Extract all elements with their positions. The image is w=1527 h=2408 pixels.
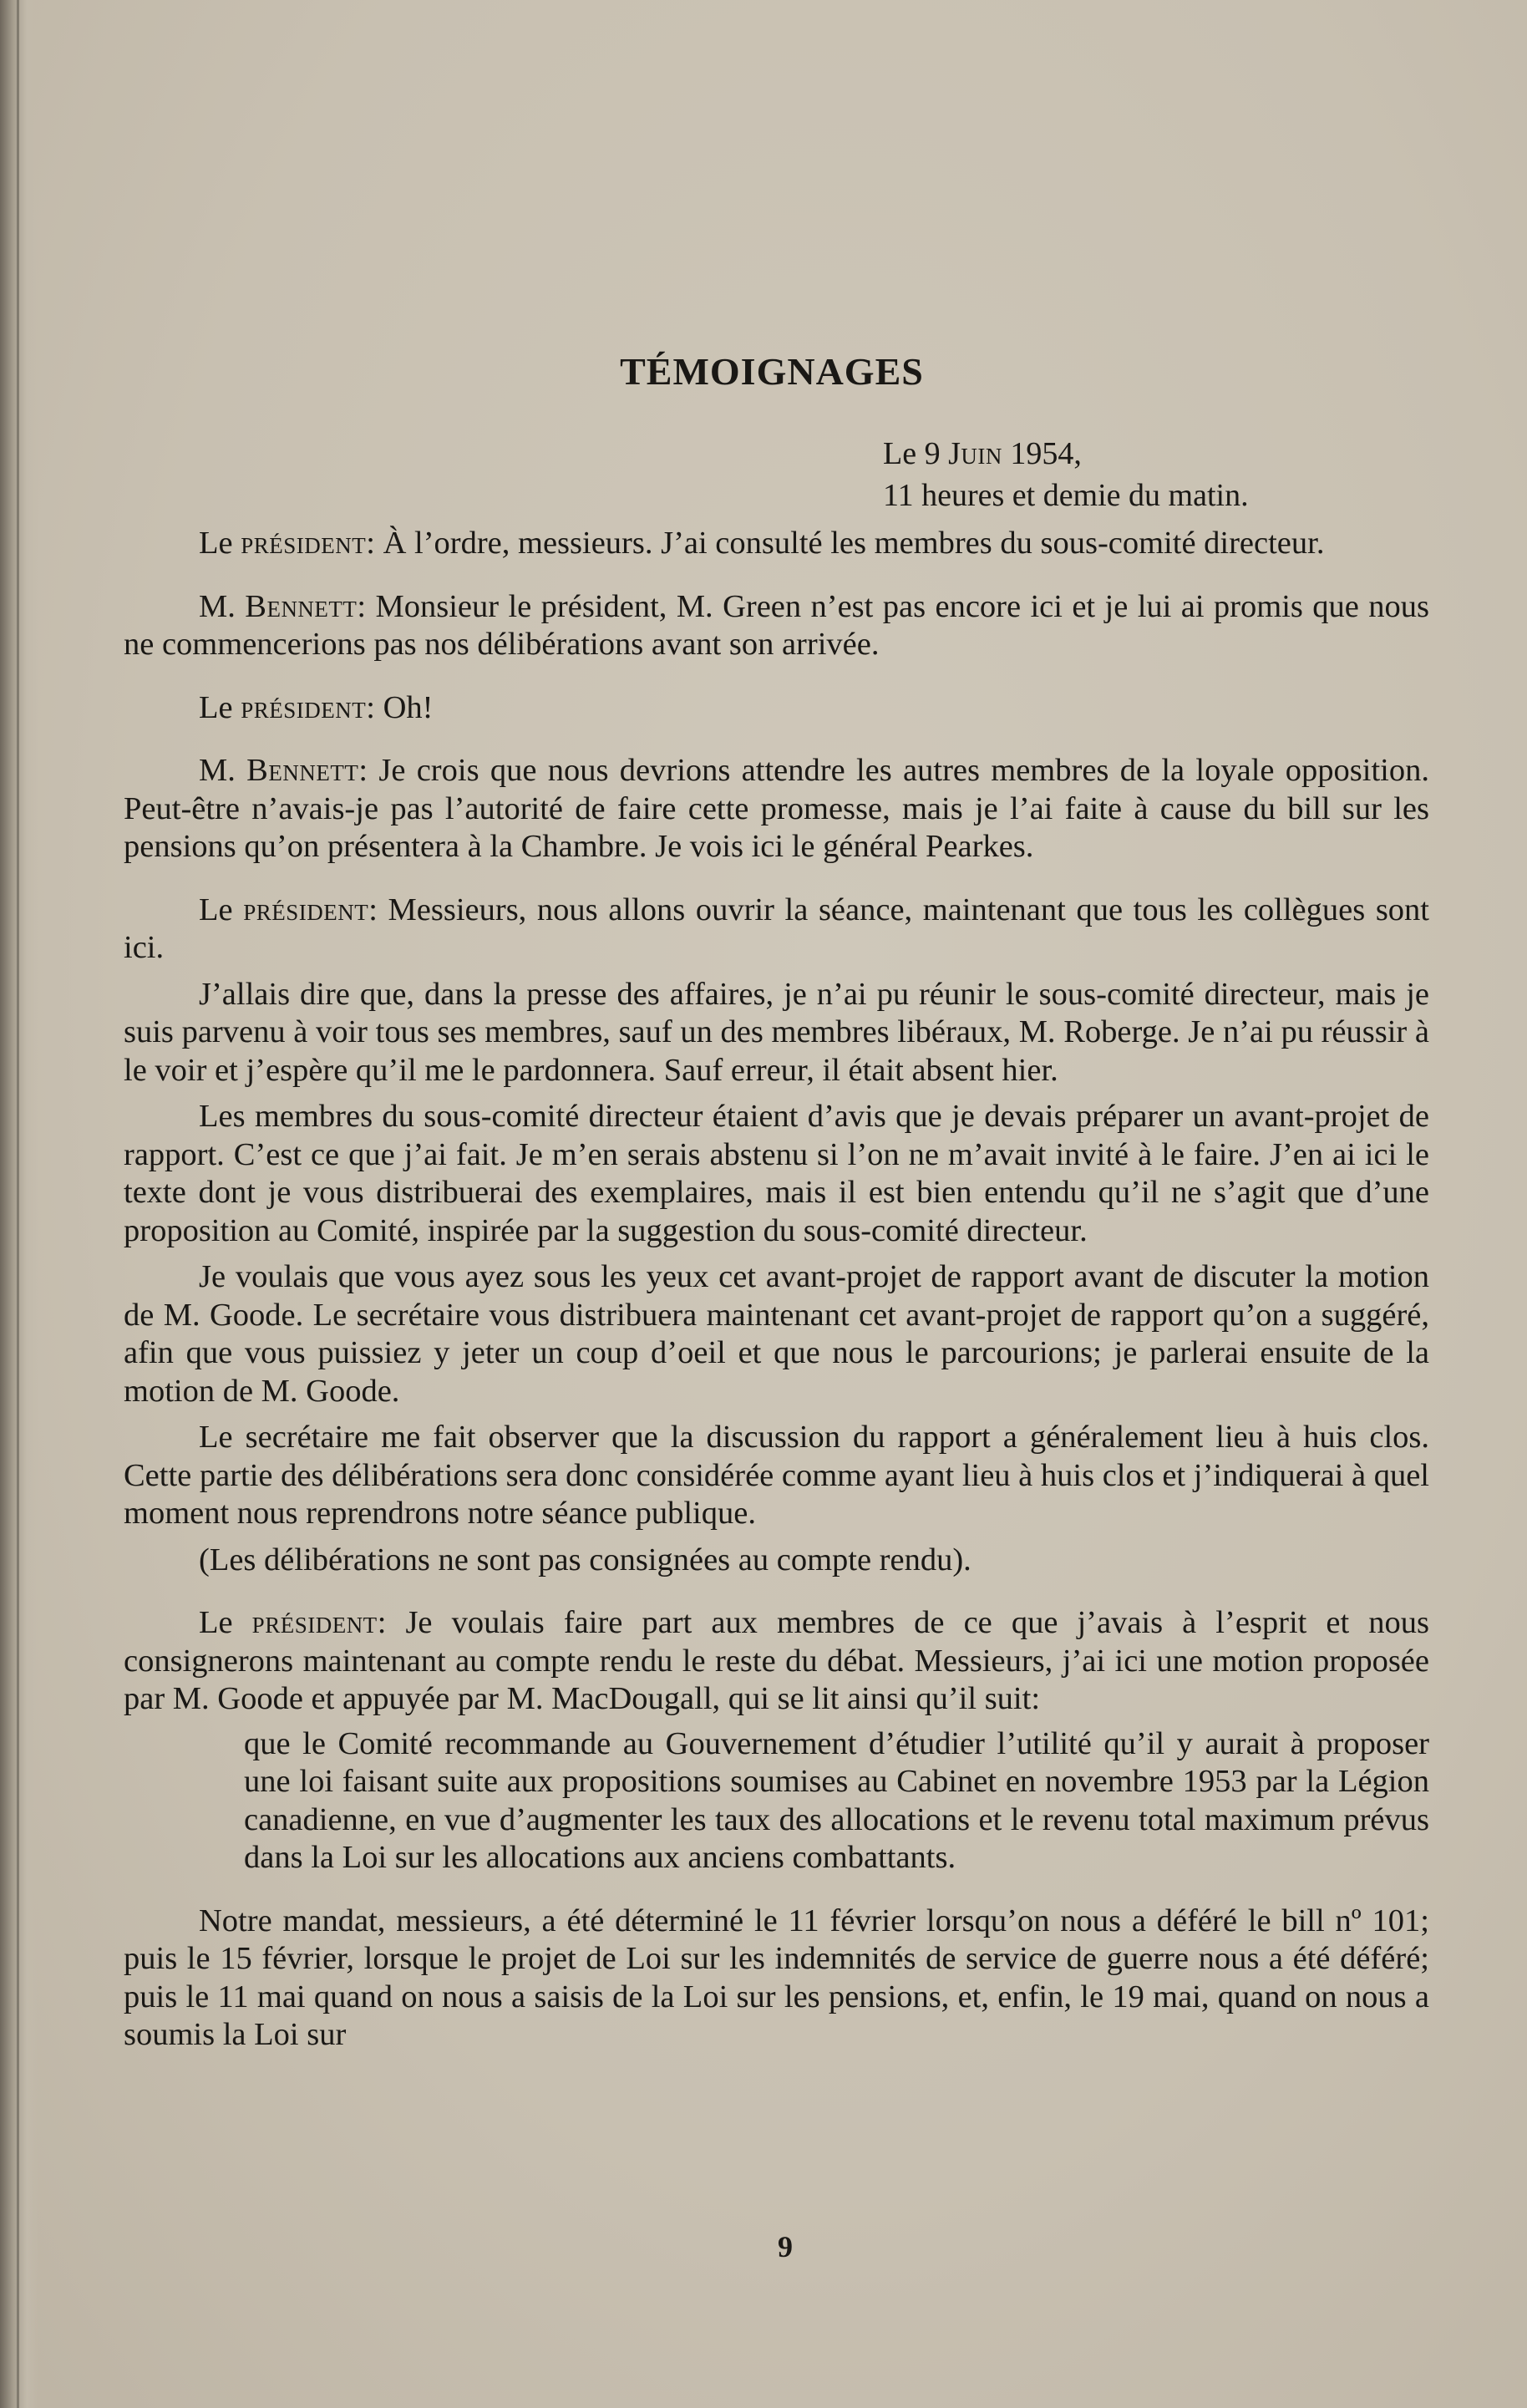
paragraph: J’allais dire que, dans la presse des affaires, je n’ai pu réunir le sous-comité directeur, mais je suis parvenu à voir tous ses membres, sauf un des membres libéraux, M. Roberge. Je n’ai pu réussir à le voir et j’espère qu’il me le pardonnera. Sauf erreur, il était absent hier.	[124, 976, 1429, 1088]
paragraph: Le président: Oh!	[199, 689, 434, 725]
page-number: 9	[778, 2230, 793, 2263]
speaker-name: Bennett	[245, 588, 358, 624]
paragraph: M. Bennett: Monsieur le président, M. Green n’est pas encore ici et je lui ai promis que nous ne commencerions pas nos délibérations avant son arrivée.	[124, 588, 1430, 662]
speaker-name: Bennett	[246, 753, 359, 788]
paragraph: Je voulais que vous ayez sous les yeux cet avant-projet de rapport avant de discuter la motion de M. Goode. Le secrétaire vous distribuera maintenant cet avant-projet de rapport qu’on a suggéré, afin que vous puissiez y jeter un coup d’oeil et que nous le parcourions; je parlerai ensuite de la motion de M. Goode.	[124, 1259, 1429, 1409]
speaker-name: président	[241, 689, 367, 725]
speaker-name: président	[241, 526, 367, 561]
paragraph: M. Bennett: Je crois que nous devrions attendre les autres membres de la loyale opposition. Peut-être n’avais-je pas l’autorité de faire cette promesse, mais je l’ai faite à cause du bill sur les pensions qu’on présentera à la Chambre. Je vois ici le général Pearkes.	[124, 753, 1430, 864]
date-line-1: Le 9 Juin 1954,	[883, 436, 1082, 471]
paragraph: Le secrétaire me fait observer que la discussion du rapport a généralement lieu à huis clos. Cette partie des délibérations sera donc considérée comme ayant lieu à huis clos et j’indiquerai à quel moment nous reprendrons notre séance publique.	[124, 1420, 1429, 1531]
testimony-body	[124, 525, 1429, 2055]
paragraph: Les membres du sous-comité directeur étaient d’avis que je devais préparer un avant-projet de rapport. C’est ce que j’ai fait. Je m’en serais abstenu si l’on ne m’avait invité à le faire. J’en ai ici le texte dont je vous distribuerai des exemplaires, mais il est bien entendu qu’il ne s’agit que d’une proposition au Comité, inspirée par la suggestion du sous-comité directeur.	[124, 1099, 1429, 1248]
date-line-2: 11 heures et demie du matin.	[883, 478, 1249, 513]
paragraph: Notre mandat, messieurs, a été déterminé le 11 février lorsqu’on nous a déféré le bill nº 101; puis le 15 février, lorsque le projet de Loi sur les indemnités de service de guerre nous a été déféré; puis le 11 mai quand on nous a saisis de la Loi sur les pensions, et, enfin, le 19 mai, quand on nous a soumis la Loi sur	[124, 1903, 1429, 2052]
paragraph: Le président: Je voulais faire part aux membres de ce que j’avais à l’esprit et nous consignerons maintenant au compte rendu le reste du débat. Messieurs, j’ai ici une motion proposée par M. Goode et appuyée par M. MacDougall, qui se lit ainsi qu’il suit:	[124, 1605, 1429, 1716]
motion-quote: que le Comité recommande au Gouvernement d’étudier l’utilité qu’il y aurait à proposer une loi faisant suite aux propositions soumises au Cabinet en novembre 1953 par la Légion canadienne, en vue d’augmenter les taux des allocations et le revenu total maximum prévus dans la Loi sur les allocations aux anciens combattants.	[244, 1725, 1429, 1875]
paragraph: Le président: À l’ordre, messieurs. J’ai consulté les membres du sous-comité directeur.	[199, 526, 1325, 561]
speaker-name: président	[243, 892, 369, 927]
paragraph: (Les délibérations ne sont pas consignées au compte rendu).	[199, 1542, 971, 1577]
speaker-name: président	[251, 1605, 378, 1640]
page-title: TÉMOIGNAGES	[620, 350, 924, 393]
paragraph: Le président: Messieurs, nous allons ouvrir la séance, maintenant que tous les collègues sont ici.	[124, 892, 1430, 965]
session-date	[883, 433, 1249, 516]
